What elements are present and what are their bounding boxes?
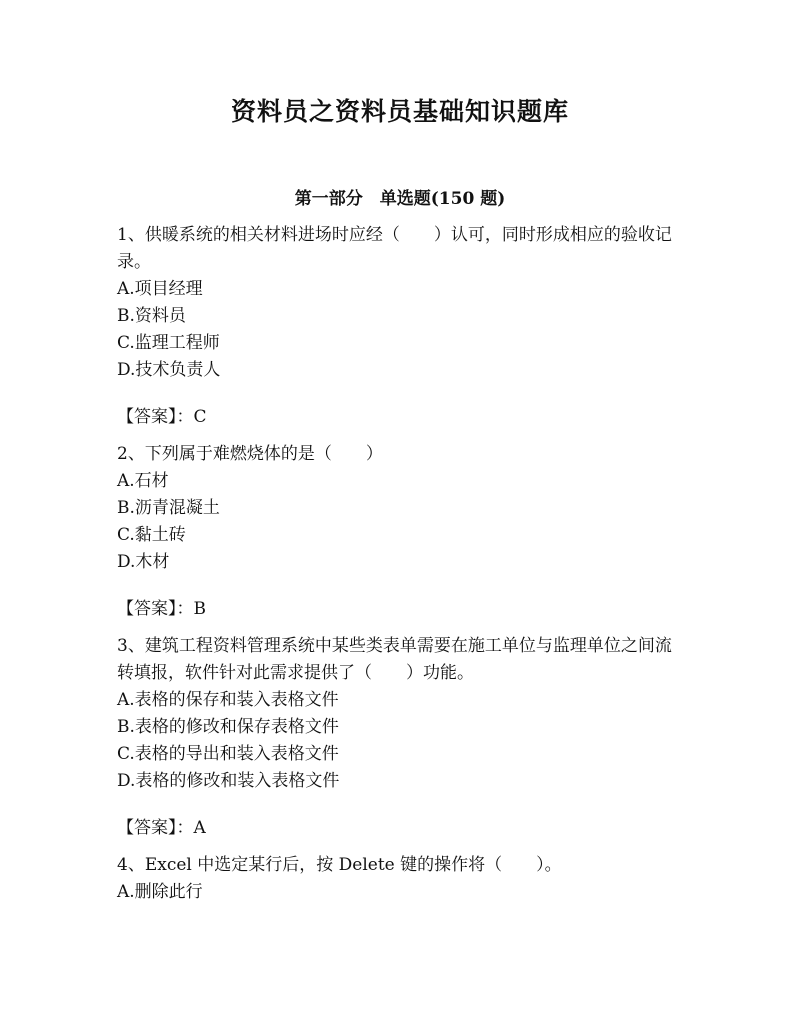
question-option: B.资料员 [117, 306, 186, 326]
question-option: C.表格的导出和装入表格文件 [117, 744, 339, 764]
spacer [117, 623, 687, 633]
question-item [117, 852, 687, 906]
spacer [117, 576, 687, 596]
spacer [117, 384, 687, 404]
document-title: 资料员之资料员基础知识题库 [230, 97, 569, 126]
question-option: A.项目经理 [117, 279, 203, 299]
question-option: A.删除此行 [117, 882, 203, 902]
question-list [117, 222, 687, 906]
spacer [117, 431, 687, 441]
question-option: B.沥青混凝土 [117, 498, 220, 518]
spacer [117, 795, 687, 815]
answer-line: 【答案】：A [117, 818, 206, 838]
question-option: D.表格的修改和装入表格文件 [117, 771, 340, 791]
answer-line: 【答案】：B [117, 599, 206, 619]
question-option: C.监理工程师 [117, 333, 220, 353]
question-item [117, 441, 687, 633]
answer-line: 【答案】：C [117, 407, 207, 427]
question-item [117, 222, 687, 441]
question-item [117, 633, 687, 852]
question-option: B.表格的修改和保存表格文件 [117, 717, 339, 737]
question-option: D.木材 [117, 552, 170, 572]
question-stem: 3、建筑工程资料管理系统中某些类表单需要在施工单位与监理单位之间流转填报，软件针对此需求提供了（ ）功能。 [117, 636, 672, 683]
section-title: 第一部分 单选题(150 题) [294, 189, 506, 209]
question-stem: 2、下列属于难燃烧体的是（ ） [117, 444, 383, 464]
spacer [117, 842, 687, 852]
question-option: A.石材 [117, 471, 169, 491]
question-option: C.黏土砖 [117, 525, 186, 545]
question-stem: 4、Excel 中选定某行后，按 Delete 键的操作将（ ）。 [117, 855, 562, 875]
question-option: D.技术负责人 [117, 360, 221, 380]
question-option: A.表格的保存和装入表格文件 [117, 690, 339, 710]
question-stem: 1、供暖系统的相关材料进场时应经（ ）认可，同时形成相应的验收记录。 [117, 225, 672, 272]
